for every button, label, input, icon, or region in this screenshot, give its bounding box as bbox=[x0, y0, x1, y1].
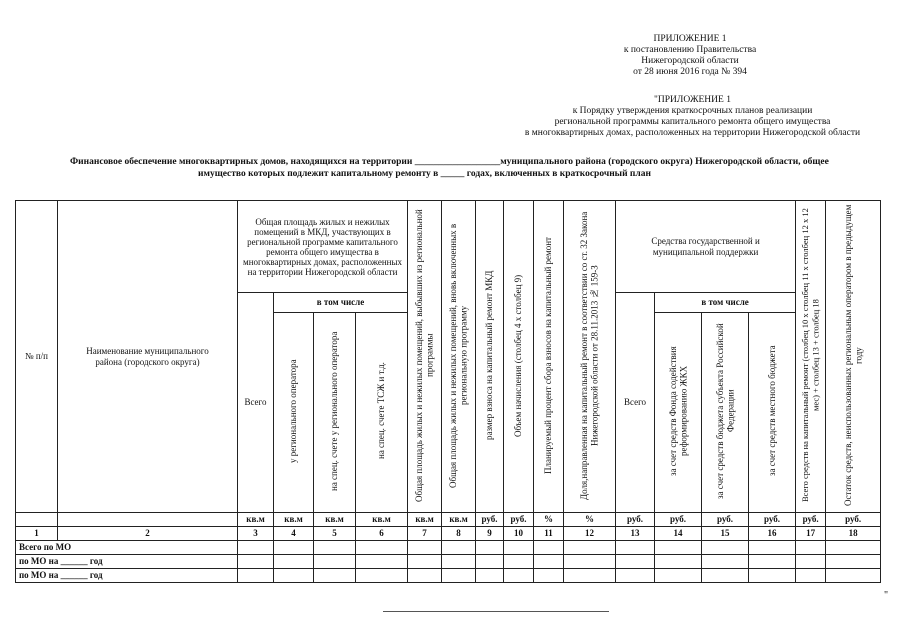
unit-cell: кв.м bbox=[356, 513, 408, 527]
row-label: по МО на ______ год bbox=[16, 555, 238, 569]
units-row bbox=[16, 513, 881, 527]
column-number: 15 bbox=[702, 527, 749, 541]
header-support-including: в том числе bbox=[655, 293, 796, 313]
header-area-including: в том числе bbox=[274, 293, 408, 313]
header-accrual-volume: Объем начисления (столбец 4 х столбец 9) bbox=[504, 201, 534, 513]
column-number: 17 bbox=[796, 527, 826, 541]
column-number: 14 bbox=[655, 527, 702, 541]
unit-cell: руб. bbox=[476, 513, 504, 527]
header-collection-percent: Планируемый процент сбора взносов на капитальный ремонт bbox=[534, 201, 564, 513]
header-local-budget: за счет средств местного бюджета bbox=[749, 313, 796, 513]
appendix-2-line3: региональной программы капитального ремонта общего имущества bbox=[554, 117, 831, 127]
appendix-2-block bbox=[500, 95, 885, 139]
column-number: 5 bbox=[314, 527, 356, 541]
document-title-line2: имущество которых подлежит капитальному ремонту в _____ годах, включенных в краткосрочный план bbox=[198, 168, 651, 179]
column-number: 11 bbox=[534, 527, 564, 541]
header-area-total: Всего bbox=[238, 293, 274, 513]
appendix-1-line2: к постановлению Правительства bbox=[623, 45, 757, 55]
header-area-excluded: Общая площадь жилых и нежилых помещений, выбывших из региональной программы bbox=[408, 201, 442, 513]
signature-line bbox=[383, 611, 609, 612]
header-row-number: № п/п bbox=[16, 201, 58, 513]
header-special-account-operator: на спец. счете у регионального оператора bbox=[314, 313, 356, 513]
appendix-1-block bbox=[595, 34, 785, 78]
header-area-included: Общая площадь жилых и нежилых помещений, вновь включенных в региональную программу bbox=[442, 201, 476, 513]
header-share-directed: Доля,направленная на капитальный ремонт в соответствии со ст. 32 Закона Нижегородской области от 28.11.2013 № 159-З bbox=[564, 201, 616, 513]
column-number: 2 bbox=[58, 527, 238, 541]
header-regional-budget: за счет средств бюджета субъекта Российской Федерации bbox=[702, 313, 749, 513]
row-label: Всего по МО bbox=[16, 541, 238, 555]
table-row bbox=[16, 555, 881, 569]
unit-cell bbox=[16, 513, 58, 527]
unit-cell: руб. bbox=[749, 513, 796, 527]
unit-cell: кв.м bbox=[314, 513, 356, 527]
header-support-total: Всего bbox=[616, 293, 655, 513]
column-number: 13 bbox=[616, 527, 655, 541]
column-number: 12 bbox=[564, 527, 616, 541]
unit-cell: кв.м bbox=[442, 513, 476, 527]
column-number: 18 bbox=[826, 527, 881, 541]
column-number: 3 bbox=[238, 527, 274, 541]
column-number: 1 bbox=[16, 527, 58, 541]
column-number: 10 bbox=[504, 527, 534, 541]
unit-cell: % bbox=[534, 513, 564, 527]
column-number: 16 bbox=[749, 527, 796, 541]
column-number: 8 bbox=[442, 527, 476, 541]
unit-cell: % bbox=[564, 513, 616, 527]
header-regional-operator: у регионального оператора bbox=[274, 313, 314, 513]
header-total-area: Общая площадь жилых и нежилых помещений в МКД, участвующих в региональной программе капитального ремонта общего имущества в многоквартирных домах, расположенных на территории Нижегородской области bbox=[238, 201, 408, 293]
unit-cell: руб. bbox=[826, 513, 881, 527]
unit-cell: руб. bbox=[616, 513, 655, 527]
header-state-support: Средства государственной и муниципальной поддержки bbox=[616, 201, 796, 293]
column-number: 9 bbox=[476, 527, 504, 541]
unit-cell: руб. bbox=[655, 513, 702, 527]
table-row bbox=[16, 569, 881, 583]
unit-cell: кв.м bbox=[238, 513, 274, 527]
appendix-2-title: "ПРИЛОЖЕНИЕ 1 bbox=[654, 95, 731, 105]
appendix-1-line3: Нижегородской области bbox=[641, 56, 739, 66]
row-label: по МО на ______ год bbox=[16, 569, 238, 583]
document-title bbox=[70, 157, 890, 180]
appendix-1-line4: от 28 июня 2016 года № 394 bbox=[633, 67, 747, 77]
table-row bbox=[16, 541, 881, 555]
appendix-2-line4: в многоквартирных домах, расположенных на территории Нижегородской области bbox=[524, 128, 861, 138]
header-total-funds: Всего средств на капитальный ремонт (столбец 10 х столбец 11 х столбец 12 х 12 мес) + столбец 13 + столбец 18 bbox=[796, 201, 826, 513]
unit-cell: кв.м bbox=[274, 513, 314, 527]
unit-cell bbox=[58, 513, 238, 527]
unit-cell: руб. bbox=[702, 513, 749, 527]
header-contribution-size: размер взноса на капитальный ремонт МКД bbox=[476, 201, 504, 513]
header-special-account-hoa: на спец. счете ТСЖ и т.д. bbox=[356, 313, 408, 513]
unit-cell: кв.м bbox=[408, 513, 442, 527]
column-number: 4 bbox=[274, 527, 314, 541]
column-number: 7 bbox=[408, 527, 442, 541]
unit-cell: руб. bbox=[796, 513, 826, 527]
column-numbers-row bbox=[16, 527, 881, 541]
header-remaining-funds: Остаток средств, неиспользованных региональным оператором в предыдущем году bbox=[826, 201, 881, 513]
document-title-line1: Финансовое обеспечение многоквартирных домов, находящихся на территории __________________муниципального района (городского округа) Нижегородской области, общее bbox=[70, 157, 829, 167]
appendix-2-line2: к Порядку утверждения краткосрочных планов реализации bbox=[572, 106, 813, 116]
header-district-name: Наименование муниципального района (городского округа) bbox=[58, 201, 238, 513]
unit-cell: руб. bbox=[504, 513, 534, 527]
closing-mark: " bbox=[884, 590, 889, 601]
financing-table bbox=[15, 200, 881, 583]
column-number: 6 bbox=[356, 527, 408, 541]
header-housing-fund: за счет средств Фонда содействия реформированию ЖКХ bbox=[655, 313, 702, 513]
appendix-1-title: ПРИЛОЖЕНИЕ 1 bbox=[653, 34, 727, 44]
